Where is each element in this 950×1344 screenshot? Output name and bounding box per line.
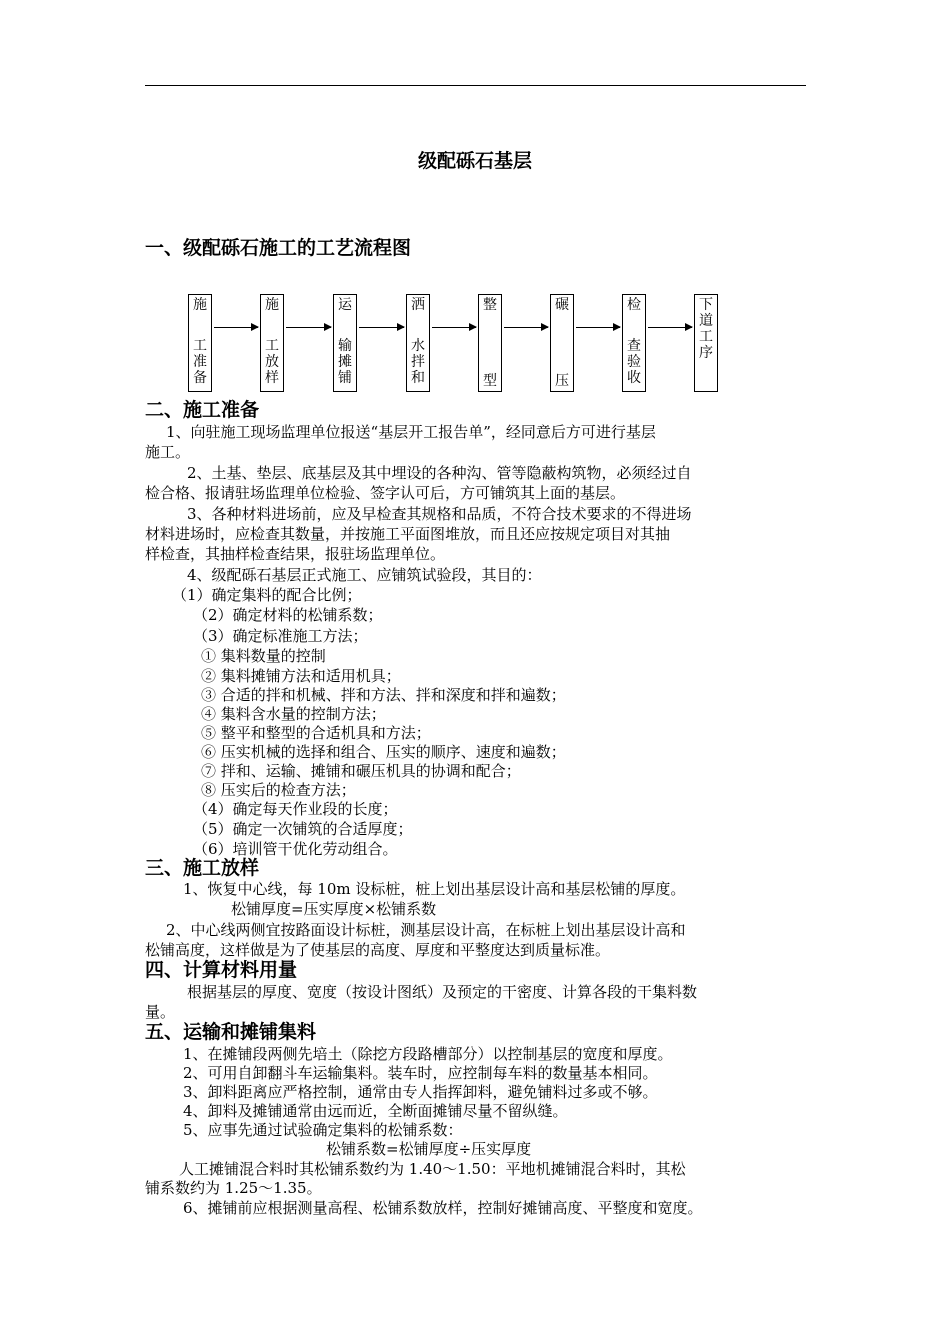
section-5-line: 铺系数约为 1.25～1.35。: [145, 1179, 322, 1197]
section-4-line: 量。: [145, 1003, 176, 1021]
flow-box-3-top: 运: [338, 297, 352, 313]
flow-arrow: [576, 327, 620, 328]
flow-box-2: [260, 294, 284, 392]
flow-box-5: [478, 294, 502, 392]
flow-box-4-bottom: 水拌和: [411, 338, 425, 386]
section-5-formula: 松铺系数=松铺厚度÷压实厚度: [326, 1140, 532, 1158]
section-2-line: ⑥ 压实机械的选择和组合、压实的顺序、速度和遍数；: [201, 743, 566, 761]
flow-box-2-bottom: 工放样: [265, 338, 279, 386]
section-2-line: （1）确定集料的配合比例；: [172, 586, 362, 604]
flow-arrow: [432, 327, 476, 328]
section-2-line: ⑧ 压实后的检查方法；: [201, 781, 356, 799]
flow-box-7: [622, 294, 646, 392]
flow-arrow: [286, 327, 331, 328]
section-5-line: 5、应事先通过试验确定集料的松铺系数：: [183, 1121, 463, 1139]
flow-box-1: [188, 294, 212, 392]
section-2-line: 3、各种材料进场前，应及早检查其规格和品质，不符合技术要求的不得进场: [187, 505, 692, 523]
flow-arrow: [214, 327, 258, 328]
flow-box-3: [333, 294, 357, 392]
section-2-line: 2、土基、垫层、底基层及其中埋设的各种沟、管等隐蔽构筑物，必须经过自: [187, 464, 692, 482]
section-2-line: （4）确定每天作业段的长度；: [193, 800, 398, 818]
section-5-line: 2、可用自卸翻斗车运输集料。装车时，应控制每车料的数量基本相同。: [183, 1064, 658, 1082]
document-title: 级配砾石基层: [417, 150, 532, 172]
section-2-line: （6）培训管干优化劳动组合。: [193, 840, 398, 858]
flow-arrow: [504, 327, 548, 328]
flow-box-1-top: 施: [193, 297, 207, 313]
flow-box-7-bottom: 查验收: [627, 338, 641, 386]
section-2-line: 检合格、报请驻场监理单位检验、签字认可后，方可铺筑其上面的基层。: [145, 484, 626, 502]
section-4-line: 根据基层的厚度、宽度（按设计图纸）及预定的干密度、计算各段的干集料数: [187, 983, 698, 1001]
flow-box-4: [406, 294, 430, 392]
section-3-line: 2、中心线两侧宜按路面设计标桩，测基层设计高，在标桩上划出基层设计高和: [166, 921, 686, 939]
section-2-line: ⑤ 整平和整型的合适机具和方法；: [201, 724, 431, 742]
flow-box-6: [550, 294, 574, 392]
section-2-line: （3）确定标准施工方法；: [193, 627, 368, 645]
flow-box-8-top: 下道工序: [699, 297, 713, 361]
section-2-line: 施工。: [145, 443, 191, 461]
section-2-line: 1、向驻施工现场监理单位报送“基层开工报告单”，经同意后方可进行基层: [166, 423, 656, 441]
flow-box-5-bottom: 型: [483, 373, 497, 389]
section-5-line: 3、卸料距离应严格控制，通常由专人指挥卸料，避免铺料过多或不够。: [183, 1083, 658, 1101]
section-3-heading: 三、施工放样: [145, 857, 260, 879]
flow-box-3-bottom: 输摊铺: [338, 338, 352, 386]
flow-box-4-top: 洒: [411, 297, 425, 313]
process-flowchart: [188, 294, 728, 394]
flow-arrow: [648, 327, 692, 328]
section-3-line: 1、恢复中心线，每 10m 设标桩，桩上划出基层设计高和基层松铺的厚度。: [183, 880, 686, 898]
section-2-line: ⑦ 拌和、运输、摊铺和碾压机具的协调和配合；: [201, 762, 521, 780]
flow-box-7-top: 检: [627, 297, 641, 313]
section-2-line: ③ 合适的拌和机械、拌和方法、拌和深度和拌和遍数；: [201, 686, 566, 704]
section-2-line: ② 集料摊铺方法和适用机具；: [201, 667, 401, 685]
flow-box-2-top: 施: [265, 297, 279, 313]
section-2-line: ① 集料数量的控制: [201, 647, 326, 665]
flow-box-8: [694, 294, 718, 392]
section-2-line: ④ 集料含水量的控制方法；: [201, 705, 386, 723]
section-5-heading: 五、运输和摊铺集料: [145, 1021, 317, 1043]
section-2-line: （5）确定一次铺筑的合适厚度；: [193, 820, 413, 838]
section-2-line: 材料进场时，应检查其数量，并按施工平面图堆放，而且还应按规定项目对其抽: [145, 525, 671, 543]
flow-box-6-bottom: 压: [555, 373, 569, 389]
flow-box-6-top: 碾: [555, 297, 569, 313]
flow-box-5-top: 整: [483, 297, 497, 313]
flow-arrow: [359, 327, 404, 328]
section-2-heading: 二、施工准备: [145, 399, 260, 421]
section-4-heading: 四、计算材料用量: [145, 959, 298, 981]
section-2-line: 样检查，其抽样检查结果，报驻场监理单位。: [145, 545, 446, 563]
section-3-formula: 松铺厚度=压实厚度×松铺系数: [231, 900, 437, 918]
flow-box-1-bottom: 工准备: [193, 338, 207, 386]
section-5-line: 人工摊铺混合料时其松铺系数约为 1.40～1.50：平地机摊铺混合料时，其松: [179, 1160, 686, 1178]
section-2-line: （2）确定材料的松铺系数；: [193, 606, 383, 624]
header-rule: [145, 85, 806, 86]
section-1-heading: 一、级配砾石施工的工艺流程图: [145, 237, 412, 259]
section-5-line: 6、摊铺前应根据测量高程、松铺系数放样，控制好摊铺高度、平整度和宽度。: [183, 1199, 703, 1217]
section-3-line: 松铺高度，这样做是为了使基层的高度、厚度和平整度达到质量标准。: [145, 941, 611, 959]
section-5-line: 4、卸料及摊铺通常由远而近，全断面摊铺尽量不留纵缝。: [183, 1102, 568, 1120]
section-5-line: 1、在摊铺段两侧先培土（除挖方段路槽部分）以控制基层的宽度和厚度。: [183, 1045, 673, 1063]
section-2-line: 4、级配砾石基层正式施工、应铺筑试验段，其目的：: [187, 566, 542, 584]
